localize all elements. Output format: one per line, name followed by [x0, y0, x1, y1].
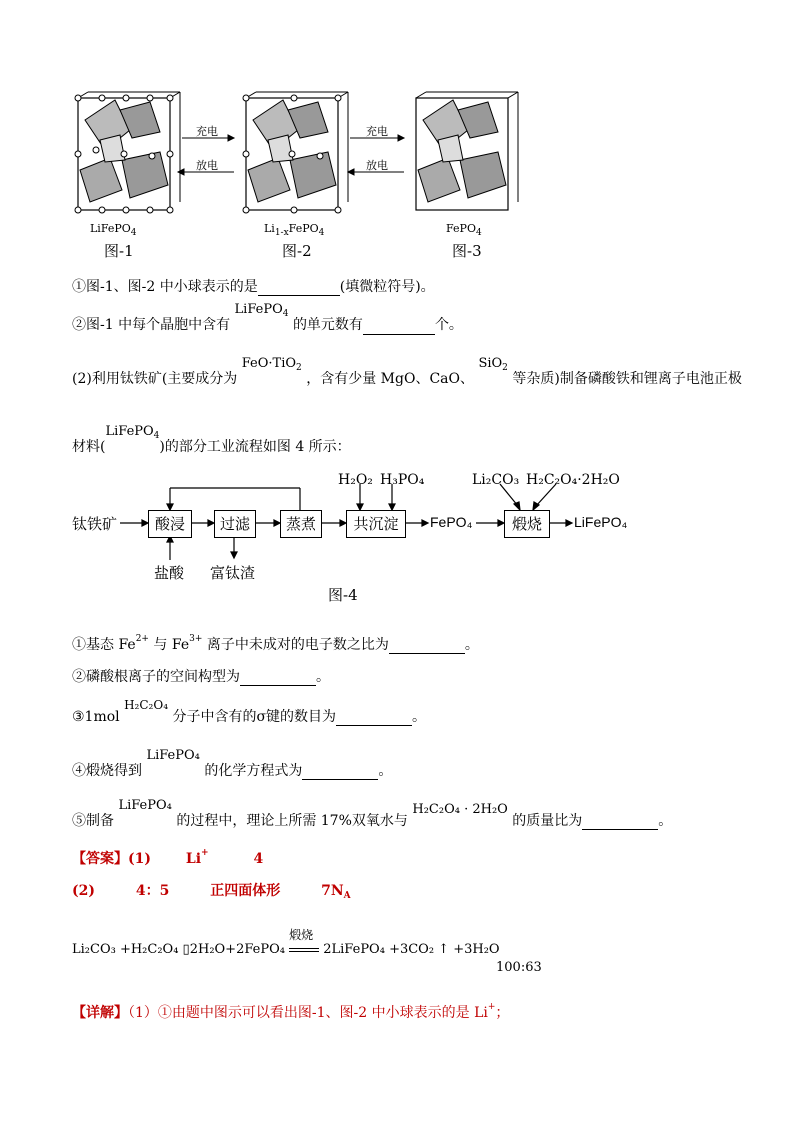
answer-blank[interactable] [302, 779, 378, 780]
flow-input-h2o2: H₂O₂ [338, 472, 373, 488]
flow-input-h2c2o4: H₂C₂O₄·2H₂O [526, 472, 620, 488]
flow-product: LiFePO₄ [574, 514, 628, 530]
answer-blank[interactable] [336, 725, 412, 726]
q1-item1-text: ①图-1、图-2 中小球表示的是 [72, 279, 258, 295]
q1-item2-mid: 的单元数有 [292, 317, 363, 333]
answer-blank[interactable] [389, 653, 465, 654]
flow-box-boil: 蒸煮 [280, 510, 322, 538]
q2-item2: ②磷酸根离子的空间构型为 。 [72, 669, 330, 685]
arrow-label-discharge-2: 放电 [366, 159, 388, 172]
flow-input-hcl: 盐酸 [154, 564, 185, 582]
q2-intro-text: (2)利用钛铁矿(主要成分为 [72, 371, 238, 387]
crystal-figures [60, 90, 540, 220]
flow-box-calcine: 煅烧 [504, 510, 550, 538]
answer-ratio: 100:63 [496, 960, 542, 975]
q1-item2 [72, 302, 463, 335]
crystal-cell-3 [416, 92, 518, 210]
q2-item3: ③1mol H₂C₂O₄ 分子中含有的σ键的数目为 。 [72, 698, 427, 725]
flow-input-li2co3: Li₂CO₃ [472, 472, 520, 488]
answer-equation: Li₂CO₃ +H₂C₂O₄ ▯2H₂O+2FePO₄ 煅烧 2LiFePO₄ +3CO₂ ↑ +3H₂O [72, 928, 500, 957]
q2-intro-mid: ，含有少量 MgO、CaO、 [306, 371, 474, 387]
fig3-caption: 图-3 [452, 242, 482, 260]
crystal-cell-1 [75, 92, 180, 213]
q2-intro-formula: FeO·TiO$_2$ [241, 356, 302, 373]
q1-item2-text: ②图-1 中每个晶胞中含有 [72, 317, 231, 333]
q1-item1 [72, 276, 435, 296]
answer-blank[interactable] [582, 829, 658, 830]
flow-output-ti-slag: 富钛渣 [210, 564, 256, 582]
flow-box-filter: 过滤 [214, 510, 256, 538]
answer-line1: 【答案】(1) Li+ 4 [72, 848, 264, 867]
q2-line2-post: )的部分工业流程如图 4 所示： [159, 439, 351, 455]
flow-caption: 图-4 [328, 586, 358, 604]
arrow-label-charge-1: 充电 [196, 125, 218, 138]
fig2-formula: $Li_{1-x}FePO_4$ [264, 222, 325, 238]
q1-item1-suffix: (填微粒符号)。 [339, 279, 435, 295]
crystal-cell-2 [243, 92, 348, 213]
fig2-caption: 图-2 [282, 242, 312, 260]
q1-item2-end: 个。 [434, 317, 463, 333]
flow-start: 钛铁矿 [72, 515, 118, 533]
fig1-caption: 图-1 [104, 242, 134, 260]
q2-item1: ①基态 $Fe^{2+}$ 与 $Fe^{3+}$ 离子中未成对的电子数之比为 。 [72, 634, 479, 653]
flow-fepo4: FePO₄ [430, 514, 473, 530]
answer-blank[interactable] [258, 295, 340, 296]
flow-box-acid-leach: 酸浸 [148, 510, 192, 538]
arrow-label-discharge-1: 放电 [196, 159, 218, 172]
arrow-label-charge-2: 充电 [366, 125, 388, 138]
flow-box-coprecipitate: 共沉淀 [346, 510, 406, 538]
q2-item4: ④煅烧得到 LiFePO₄ 的化学方程式为 。 [72, 748, 393, 779]
fig3-formula: FePO$_4$ [446, 222, 482, 238]
q2-intro-sio2: SiO$_2$ [478, 356, 508, 373]
q2-line2-formula: LiFePO$_4$ [105, 424, 160, 441]
answer-blank[interactable] [240, 685, 316, 686]
flow-input-h3po4: H₃PO₄ [380, 472, 425, 488]
fig1-formula: LiFePO$_4$ [90, 222, 137, 238]
q2-line2-text: 材料( [72, 439, 106, 455]
q2-intro [72, 356, 742, 389]
q2-item5: ⑤制备 LiFePO₄ 的过程中，理论上所需 17%双氧水与 H₂C₂O₄ · 2H₂O 的质量比为 。 [72, 798, 673, 829]
q1-item2-formula: LiFePO$_4$ [234, 302, 289, 319]
equation-condition: 煅烧 [289, 928, 314, 942]
q2-intro-post: 等杂质)制备磷酸铁和锂离子电池正极 [512, 371, 742, 387]
answer-blank[interactable] [363, 334, 435, 335]
answer-line2: (2) 4：5 正四面体形 $7N_A$ [72, 883, 351, 901]
explanation: 【详解】（1）①由题中图示可以看出图-1、图-2 中小球表示的是 Li+； [72, 1002, 510, 1021]
q2-intro-line2 [72, 424, 351, 457]
